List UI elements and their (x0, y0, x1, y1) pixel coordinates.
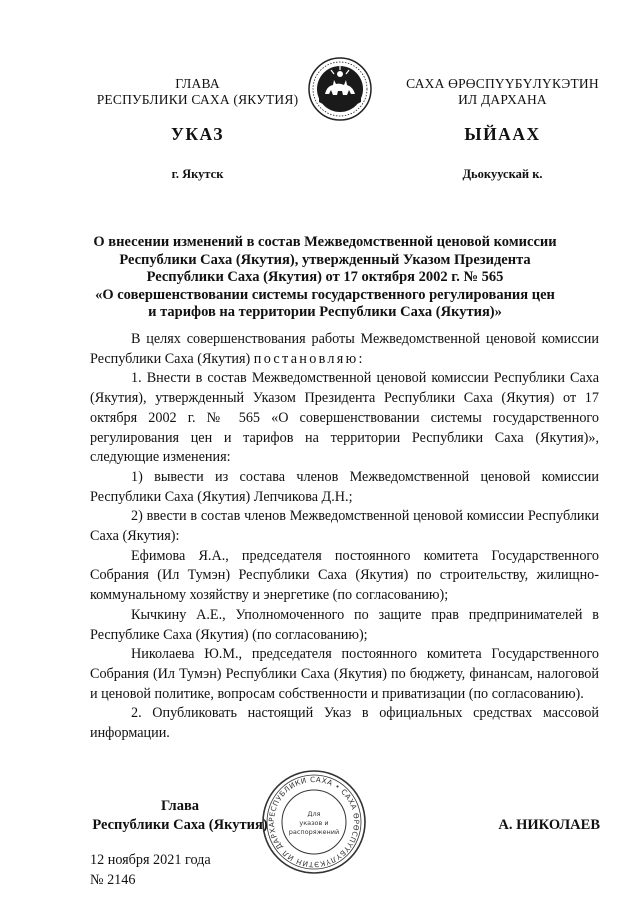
preamble-colon: : (358, 350, 363, 367)
decree-date: 12 ноября 2021 года (90, 852, 211, 868)
header-right-line2: ИЛ ДАРХАНА (458, 92, 547, 107)
decree-word: постановляю (253, 350, 359, 367)
doc-type-left: УКАЗ (171, 124, 224, 144)
city-left: г. Якутск (171, 167, 224, 181)
paragraph-subitem-1: 1) вывести из состава членов Межведомственной ценовой комиссии Республики Саха (Якутия) Лепчикова Д.Н.; (90, 468, 599, 505)
title-line: «О совершенствовании системы государственного регулирования цен (95, 286, 555, 303)
title-line: Республики Саха (Якутия), утвержденный Указом Президента (119, 251, 531, 268)
paragraph-member-nikolaev: Николаева Ю.М., председателя постоянного комитета Государственного Собрания (Ил Тумэн) Республики Саха (Якутия) по бюджету, финансам, налоговой и ценовой политике, вопросам собственности и приватизации (по согласованию). (90, 646, 599, 702)
document-title (90, 234, 560, 322)
header-left-line1: ГЛАВА (175, 76, 220, 91)
paragraph-preamble (90, 330, 599, 369)
signature-position-line1: Глава (160, 798, 200, 814)
doc-type-right: ЫЙААХ (464, 124, 541, 144)
stamp-center-line: указов и (299, 819, 329, 827)
preamble-text: В целях совершенствования работы Межведомственной ценовой комиссии Республики Саха (Якутия) (90, 331, 599, 367)
title-line: Республики Саха (Якутия) от 17 октября 2002 г. № 565 (146, 269, 504, 285)
paragraph-member-kychkina: Кычкину А.Е., Уполномоченного по защите прав предпринимателей в Республике Саха (Якутия) (по согласованию); (90, 606, 599, 643)
signature-position (90, 797, 270, 835)
paragraph-item-1: 1. Внести в состав Межведомственной ценовой комиссии Республики Саха (Якутия), утвержденный Указом Президента Республики Саха (Якутия) от 17 октября 2002 г. № 565 «О совершенствовании системы государственного регулирования цен и тарифов на территории Республики Саха (Якутия)», следующие изменения: (90, 370, 599, 466)
paragraph-member-efimov: Ефимова Я.А., председателя постоянного комитета Государственного Собрания (Ил Тумэн) Республики Саха (Якутия) по строительству, жилищно-коммунальному хозяйству и энергетике (по согласованию); (90, 547, 599, 604)
stamp-center-line: Для (307, 810, 321, 818)
signature-position-line2: Республики Саха (Якутия) (92, 817, 268, 833)
title-line: и тарифов на территории Республики Саха (Якутия)» (148, 304, 502, 320)
paragraph-item-2: 2. Опубликовать настоящий Указ в официальных средствах массовой информации. (90, 705, 599, 742)
decree-number: № 2146 (90, 872, 136, 888)
title-line: О внесении изменений в состав Межведомственной ценовой комиссии (93, 234, 557, 250)
header-right (395, 76, 610, 108)
city-right: Дьокуускай к. (462, 167, 543, 181)
signatory-name: А. НИКОЛАЕВ (498, 817, 600, 833)
official-stamp (260, 768, 368, 876)
coat-of-arms-emblem (307, 56, 373, 122)
header-left (90, 76, 305, 108)
header-right-line1: САХА ӨРӨСПҮҮБҮЛҮКЭТИН (406, 76, 599, 91)
header-left-line2: РЕСПУБЛИКИ САХА (ЯКУТИЯ) (96, 92, 299, 107)
document-body (90, 330, 599, 744)
paragraph-subitem-2: 2) ввести в состав членов Межведомственной ценовой комиссии Республики Саха (Якутия): (90, 508, 599, 545)
stamp-ring-text: РЕСПУБЛИКИ САХА • САХА ӨРӨСПҮҮБҮЛҮКЭТИН ИЛ ДАРХА (266, 774, 362, 870)
stamp-center-line: распоряжений (288, 828, 340, 836)
